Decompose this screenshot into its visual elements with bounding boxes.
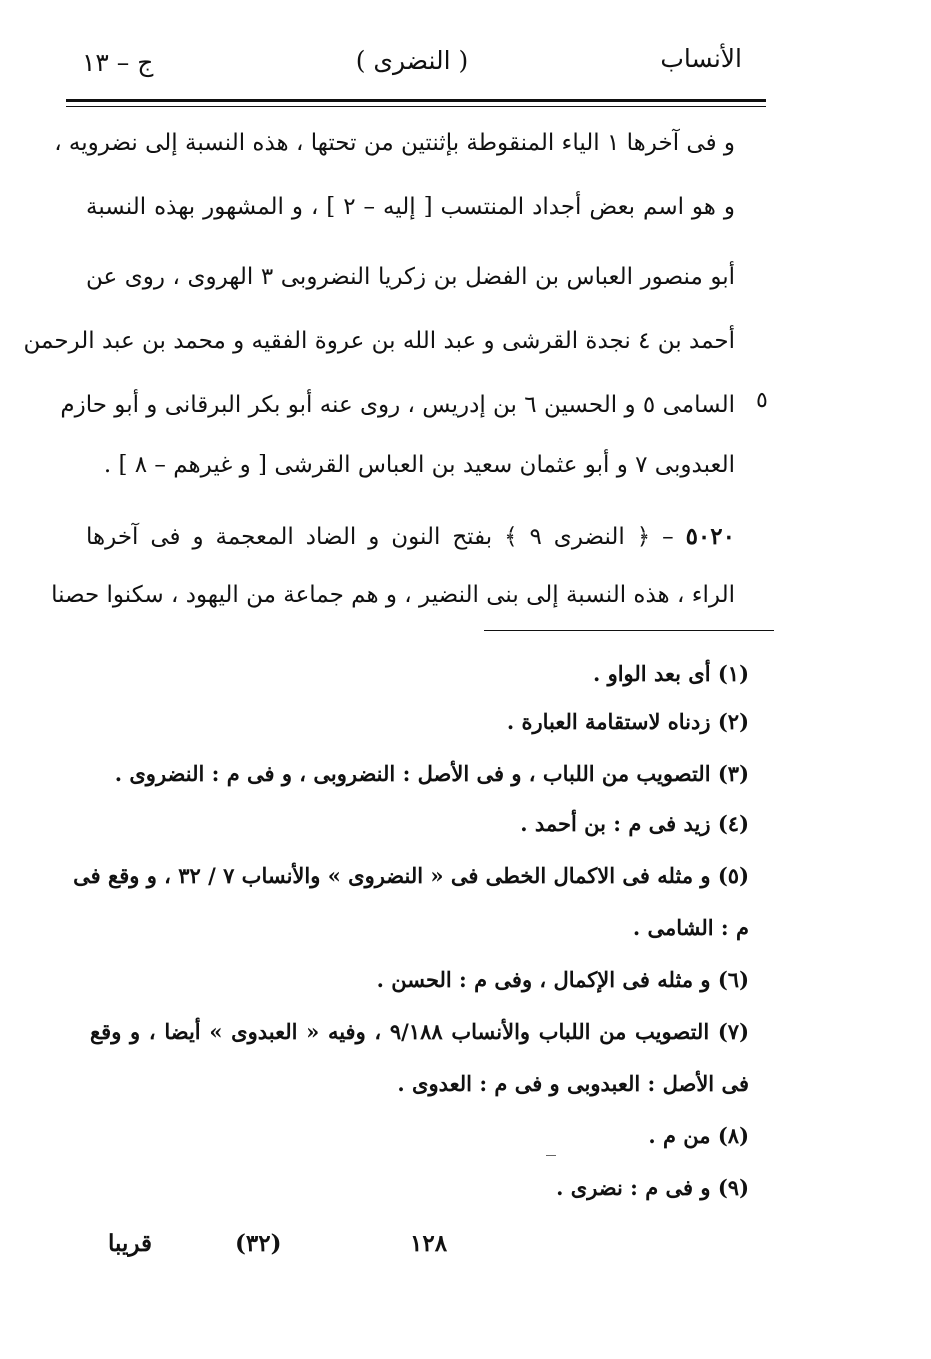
main-text-line-4: أحمد بن ٤ نجدة القرشى و عبد الله بن عروة الفقيه و محمد بن عبد الرحمن <box>23 328 735 354</box>
footnote-separator <box>484 630 774 631</box>
main-text-line-6: العبدوبى ٧ و أبو عثمان سعيد بن العباس القرشى [ و غيرهم – ٨ ] . <box>103 452 735 478</box>
entry-heading-text: – ﴿ النضرى ٩ ﴾ بفتح النون و الضاد المعجمة و فى آخرها <box>86 524 674 550</box>
footnote-2: (٢) زدناه لاستقامة العبارة . <box>506 709 749 734</box>
footnote-6: (٦) و مثله فى الإكمال ، وفى م : الحسن . <box>376 967 749 992</box>
footnote-5-line-1: (٥) و مثله فى الاكمال الخطى فى « النضروى » والأنساب ٧ / ٣٢ ، و وقع فى <box>73 863 749 888</box>
entry-title: ( النضرى ) <box>355 46 469 75</box>
main-text-line-1: و فى آخرها ١ الياء المنقوطة بإثنتين من تحتها ، هذه النسبة إلى نضرويه ، <box>54 130 735 156</box>
footnote-7-line-1: (٧) التصويب من اللباب والأنساب ٩/١٨٨ ، وفيه « العبدوى » أيضا ، و وقع <box>90 1019 749 1044</box>
footnote-4: (٤) زيد فى م : بن أحمد . <box>520 811 749 836</box>
main-text-line-2: و هو اسم بعض أجداد المنتسب [ إليه – ٢ ] ، و المشهور بهذه النسبة <box>86 194 735 220</box>
footnote-9: (٩) و فى م : نضرى . <box>556 1175 749 1200</box>
main-text-line-5: السامى ٥ و الحسين ٦ بن إدريس ، روى عنه أبو بكر البرقانى و أبو حازم <box>60 392 735 418</box>
volume-marker: (٣٢) <box>235 1230 282 1257</box>
entry-line-1 <box>86 522 735 552</box>
header-rule-thick <box>66 99 766 102</box>
catchword: قريبا <box>108 1230 153 1257</box>
footnote-7-line-2: فى الأصل : العبدوبى و فى م : العدوى . <box>397 1071 749 1096</box>
footnote-8: (٨) من م . <box>648 1123 749 1148</box>
entry-line-2: الراء ، هذه النسبة إلى بنى النضير ، و هم جماعة من اليهود ، سكنوا حصنا <box>51 582 735 608</box>
stray-mark <box>546 1155 556 1156</box>
page-number: ١٢٨ <box>410 1230 448 1257</box>
footnote-3: (٣) التصويب من اللباب ، و فى الأصل : النضروبى ، و فى م : النضروى . <box>114 761 749 786</box>
entry-number: ٥٠٢٠ <box>685 523 735 550</box>
volume-reference: ج – ١٣ <box>82 48 154 77</box>
page-footer <box>100 1230 660 1270</box>
footnote-1: (١) أى بعد الواو . <box>592 661 749 686</box>
running-header <box>82 42 742 92</box>
footnote-5-line-2: م : الشامى . <box>632 915 749 940</box>
main-text-line-3: أبو منصور العباس بن الفضل بن زكريا النضروبى ٣ الهروى ، روى عن <box>86 264 735 290</box>
line-number-marker: ٥ <box>756 388 768 413</box>
book-title: الأنساب <box>660 44 742 73</box>
header-rule-thin <box>66 106 766 107</box>
